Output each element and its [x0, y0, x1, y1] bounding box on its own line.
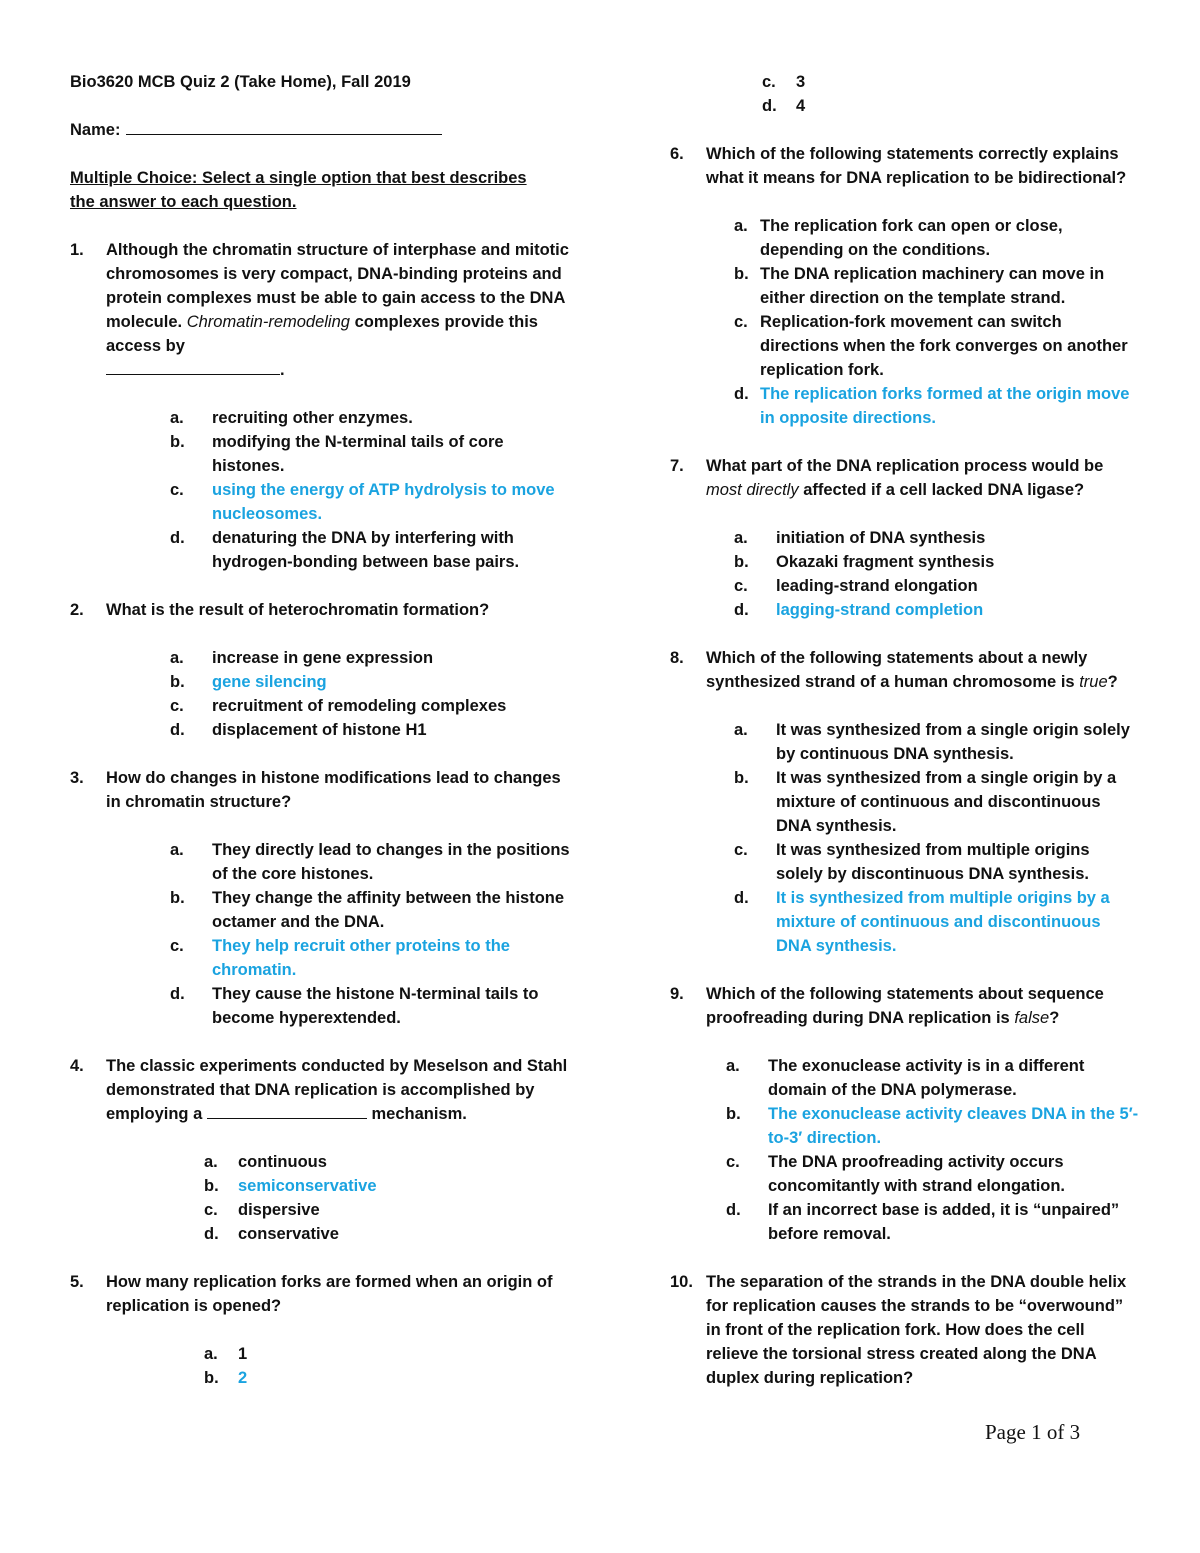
option-d[interactable] — [762, 94, 1140, 118]
question-number: 10. — [670, 1273, 693, 1291]
options-list — [70, 1342, 570, 1390]
options-list — [670, 526, 1140, 622]
question-5 — [70, 1270, 570, 1390]
correct-answer: The replication forks formed at the origin move in opposite directions. — [760, 385, 1130, 427]
question-4 — [70, 1054, 570, 1246]
option-letter: a. — [170, 409, 184, 427]
option-letter: d. — [170, 529, 185, 547]
correct-answer: semiconservative — [238, 1177, 377, 1195]
option-c[interactable] — [734, 310, 1140, 382]
option-text: They cause the histone N-terminal tails to become hyperextended. — [212, 985, 539, 1027]
correct-answer: using the energy of ATP hydrolysis to move nucleosomes. — [212, 481, 555, 523]
question-10 — [670, 1270, 1140, 1390]
option-letter: a. — [170, 841, 184, 859]
option-a[interactable] — [204, 1150, 570, 1174]
question-number: 8. — [670, 649, 684, 667]
option-letter: d. — [170, 721, 185, 739]
option-letter: b. — [204, 1177, 219, 1195]
name-label: Name: — [70, 121, 121, 139]
option-text: displacement of histone H1 — [212, 721, 427, 739]
option-letter: b. — [170, 673, 185, 691]
option-a[interactable] — [170, 646, 570, 670]
option-text: It was synthesized from multiple origins solely by discontinuous DNA synthesis. — [776, 841, 1090, 883]
option-text: modifying the N-terminal tails of core histones. — [212, 433, 504, 475]
question-text: How many replication forks are formed when an origin of replication is opened? — [106, 1273, 553, 1315]
left-column — [70, 70, 570, 1390]
option-b[interactable] — [734, 262, 1140, 310]
option-text: continuous — [238, 1153, 327, 1171]
option-letter: b. — [726, 1105, 741, 1123]
options-list — [670, 1054, 1140, 1246]
options-list — [670, 214, 1140, 430]
option-a[interactable] — [204, 1342, 570, 1366]
option-b[interactable] — [204, 1366, 570, 1390]
question-text: What is the result of heterochromatin formation? — [106, 601, 490, 619]
option-letter: a. — [204, 1345, 218, 1363]
option-c[interactable] — [170, 694, 570, 718]
name-row — [70, 118, 570, 142]
question-number: 6. — [670, 145, 684, 163]
question-text: Which of the following statements about a newly synthesized strand of a human chromosome is true? — [706, 649, 1118, 691]
option-c[interactable] — [726, 1150, 1140, 1198]
option-a[interactable] — [734, 526, 1140, 550]
option-a[interactable] — [170, 838, 570, 886]
question-3 — [70, 766, 570, 1030]
option-c[interactable] — [734, 574, 1140, 598]
option-letter: d. — [734, 601, 749, 619]
option-text: They directly lead to changes in the positions of the core histones. — [212, 841, 570, 883]
question-1 — [70, 238, 570, 574]
question-8 — [670, 646, 1140, 958]
option-letter: c. — [170, 697, 184, 715]
option-text: initiation of DNA synthesis — [776, 529, 986, 547]
option-letter: a. — [170, 649, 184, 667]
quiz-title: Bio3620 MCB Quiz 2 (Take Home), Fall 2019 — [70, 73, 411, 91]
option-letter: c. — [204, 1201, 218, 1219]
option-text: increase in gene expression — [212, 649, 434, 667]
question-number: 9. — [670, 985, 684, 1003]
question-7 — [670, 454, 1140, 622]
option-letter: d. — [762, 97, 777, 115]
options-list — [70, 406, 570, 574]
option-text: The replication fork can open or close, depending on the conditions. — [760, 217, 1063, 259]
question-text: Which of the following statements correctly explains what it means for DNA replication to be bidirectional? — [706, 145, 1127, 187]
option-a[interactable] — [734, 718, 1140, 766]
option-text: Okazaki fragment synthesis — [776, 553, 995, 571]
option-letter: c. — [170, 937, 184, 955]
options-list — [70, 1150, 570, 1246]
options-list-continued — [670, 70, 1140, 118]
question-number: 2. — [70, 601, 84, 619]
question-number: 7. — [670, 457, 684, 475]
option-a[interactable] — [726, 1054, 1140, 1102]
option-letter: c. — [170, 481, 184, 499]
option-b[interactable] — [204, 1174, 570, 1198]
question-number: 1. — [70, 241, 84, 259]
option-letter: a. — [734, 217, 748, 235]
correct-answer: They help recruit other proteins to the chromatin. — [212, 937, 510, 979]
question-text: The classic experiments conducted by Meselson and Stahl demonstrated that DNA replication is accomplished by employing a mechanism. — [106, 1057, 568, 1123]
options-list — [670, 718, 1140, 958]
option-b[interactable] — [170, 886, 570, 934]
option-a[interactable] — [734, 214, 1140, 262]
option-b[interactable] — [734, 766, 1140, 838]
option-letter: a. — [734, 529, 748, 547]
option-letter: b. — [734, 553, 749, 571]
option-letter: c. — [734, 577, 748, 595]
question-2 — [70, 598, 570, 742]
option-text: It was synthesized from a single origin solely by continuous DNA synthesis. — [776, 721, 1130, 763]
option-text: recruitment of remodeling complexes — [212, 697, 507, 715]
option-text: 1 — [238, 1345, 248, 1363]
question-text: The separation of the strands in the DNA double helix for replication causes the strands to be “overwound” in front of the replication fork. How does the cell relieve the torsional stress created along the DNA duplex during replication? — [706, 1273, 1127, 1387]
option-d[interactable] — [734, 598, 1140, 622]
question-text: What part of the DNA replication process would be most directly affected if a cell lacked DNA ligase? — [706, 457, 1104, 499]
option-letter: c. — [734, 841, 748, 859]
option-letter: a. — [726, 1057, 740, 1075]
correct-answer: It is synthesized from multiple origins by a mixture of continuous and discontinuous DNA synthesis. — [776, 889, 1110, 955]
option-c[interactable] — [170, 478, 570, 526]
option-text: conservative — [238, 1225, 339, 1243]
option-letter: a. — [734, 721, 748, 739]
correct-answer: The exonuclease activity cleaves DNA in the 5′-to-3′ direction. — [768, 1105, 1139, 1147]
option-text: The exonuclease activity is in a different domain of the DNA polymerase. — [768, 1057, 1085, 1099]
options-list — [70, 646, 570, 742]
question-9 — [670, 982, 1140, 1246]
option-text: 3 — [796, 73, 806, 91]
option-text: Replication-fork movement can switch directions when the fork converges on another replication fork. — [760, 313, 1128, 379]
correct-answer: 2 — [238, 1369, 248, 1387]
option-text: dispersive — [238, 1201, 320, 1219]
option-letter: b. — [204, 1369, 219, 1387]
option-text: recruiting other enzymes. — [212, 409, 413, 427]
question-text: Which of the following statements about sequence proofreading during DNA replication is false? — [706, 985, 1104, 1027]
option-letter: c. — [734, 313, 748, 331]
question-number: 3. — [70, 769, 84, 787]
name-field[interactable] — [126, 120, 442, 135]
option-letter: b. — [734, 265, 749, 283]
option-letter: d. — [170, 985, 185, 1003]
question-6 — [670, 142, 1140, 430]
option-text: 4 — [796, 97, 806, 115]
question-text: Although the chromatin structure of interphase and mitotic chromosomes is very compact, DNA-binding proteins and protein complexes must be able to gain access to the DNA molecule. Chromatin-remodeling complexes provide this access by . — [106, 241, 569, 379]
option-b[interactable] — [170, 670, 570, 694]
option-letter: d. — [726, 1201, 741, 1219]
answer-blank — [106, 358, 280, 375]
right-column — [670, 70, 1140, 1390]
option-c[interactable] — [762, 70, 1140, 94]
option-text: It was synthesized from a single origin by a mixture of continuous and discontinuous DNA synthesis. — [776, 769, 1117, 835]
option-letter: c. — [726, 1153, 740, 1171]
option-letter: b. — [170, 889, 185, 907]
option-c[interactable] — [734, 838, 1140, 886]
option-letter: d. — [734, 889, 749, 907]
option-text: The DNA replication machinery can move in either direction on the template strand. — [760, 265, 1105, 307]
option-d[interactable] — [726, 1198, 1140, 1246]
option-c[interactable] — [170, 934, 570, 982]
instructions: Multiple Choice: Select a single option that best describes the answer to each question. — [70, 169, 527, 211]
page-number: Page 1 of 3 — [985, 1420, 1081, 1444]
option-d[interactable] — [170, 718, 570, 742]
question-number: 4. — [70, 1057, 84, 1075]
option-text: denaturing the DNA by interfering with hydrogen-bonding between base pairs. — [212, 529, 520, 571]
question-number: 5. — [70, 1273, 84, 1291]
option-b[interactable] — [734, 550, 1140, 574]
correct-answer: lagging-strand completion — [776, 601, 984, 619]
option-letter: d. — [734, 385, 749, 403]
option-letter: c. — [762, 73, 776, 91]
option-letter: d. — [204, 1225, 219, 1243]
option-b[interactable] — [170, 430, 570, 478]
option-text: They change the affinity between the histone octamer and the DNA. — [212, 889, 565, 931]
option-text: If an incorrect base is added, it is “unpaired” before removal. — [768, 1201, 1120, 1243]
option-d[interactable] — [204, 1222, 570, 1246]
option-d[interactable] — [170, 526, 570, 574]
option-d[interactable] — [734, 382, 1140, 430]
option-letter: b. — [734, 769, 749, 787]
options-list — [70, 838, 570, 1030]
option-a[interactable] — [170, 406, 570, 430]
option-text: leading-strand elongation — [776, 577, 978, 595]
answer-blank — [207, 1102, 367, 1119]
option-d[interactable] — [734, 886, 1140, 958]
question-text: How do changes in histone modifications lead to changes in chromatin structure? — [106, 769, 561, 811]
option-letter: a. — [204, 1153, 218, 1171]
correct-answer: gene silencing — [212, 673, 327, 691]
option-d[interactable] — [170, 982, 570, 1030]
option-text: The DNA proofreading activity occurs concomitantly with strand elongation. — [768, 1153, 1066, 1195]
option-letter: b. — [170, 433, 185, 451]
option-c[interactable] — [204, 1198, 570, 1222]
option-b[interactable] — [726, 1102, 1140, 1150]
